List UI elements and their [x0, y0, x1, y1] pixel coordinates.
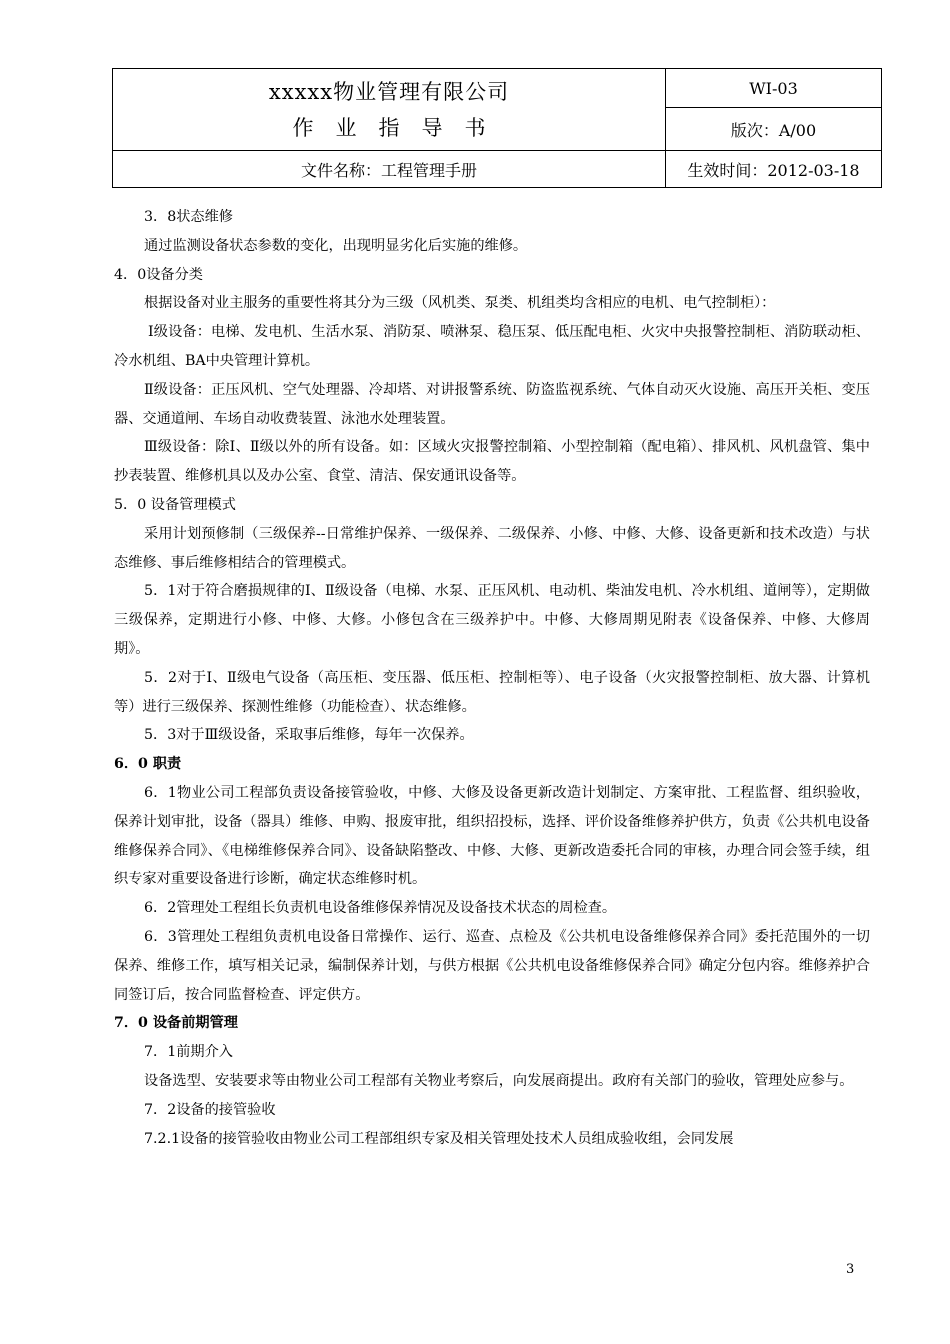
section-heading: 6．0 职责 — [114, 756, 182, 773]
paragraph: 7．2设备的接管验收 — [144, 1101, 276, 1118]
section-heading: 7．0 设备前期管理 — [114, 1015, 238, 1032]
paragraph: 3．8状态维修 — [144, 209, 233, 225]
paragraph: 5．2对于Ⅰ、Ⅱ级电气设备（高压柜、变压器、低压柜、控制柜等）、电子设备（火灾报警控制柜、放大器、计算机等）进行三级保养、探测性维修（功能检查）、状态维修。 — [114, 669, 870, 715]
document-code: WI-03 — [666, 69, 882, 108]
document-version: 版次：A/00 — [666, 108, 882, 151]
company-cell — [113, 69, 666, 151]
document-type: 作业指导书 — [292, 115, 508, 140]
paragraph: Ⅲ级设备：除Ⅰ、Ⅱ级以外的所有设备。如：区域火灾报警控制箱、小型控制箱（配电箱）、排风机、风机盘管、集中抄表装置、维修机具以及办公室、食堂、清洁、保安通讯设备等。 — [114, 439, 870, 485]
paragraph: 设备选型、安装要求等由物业公司工程部有关物业考察后，向发展商提出。政府有关部门的验收，管理处应参与。 — [144, 1072, 854, 1089]
document-body — [114, 203, 870, 1153]
paragraph: Ⅰ级设备：电梯、发电机、生活水泵、消防泵、喷淋泵、稳压泵、低压配电柜、火灾中央报警控制柜、消防联动柜、冷水机组、BA中央管理计算机。 — [114, 324, 870, 369]
paragraph: 6．1物业公司工程部负责设备接管验收，中修、大修及设备更新改造计划制定、方案审批、工程监督、组织验收，保养计划审批，设备（器具）维修、申购、报废审批，组织招投标，选择、评价设备维修养护供方，负责《公共机电设备维修保养合同》、《电梯维修保养合同》、设备缺陷整改、中修、大修、更新改造委托合同的审核，办理合同会签手续，组织专家对重要设备进行诊断，确定状态维修时机。 — [114, 784, 870, 888]
effective-date: 生效时间：2012-03-18 — [666, 151, 882, 188]
paragraph: 根据设备对业主服务的重要性将其分为三级（风机类、泵类、机组类均含相应的电机、电气控制柜）： — [144, 295, 776, 312]
company-name: xxxxx物业管理有限公司 — [268, 79, 510, 104]
paragraph: Ⅱ级设备：正压风机、空气处理器、冷却塔、对讲报警系统、防盗监视系统、气体自动灭火设施、高压开关柜、变压器、交通道闸、车场自动收费装置、泳池水处理装置。 — [114, 381, 870, 427]
paragraph: 7.2.1设备的接管验收由物业公司工程部组织专家及相关管理处技术人员组成验收组，会同发展 — [144, 1130, 734, 1147]
paragraph: 7．1前期介入 — [144, 1044, 233, 1061]
paragraph: 采用计划预修制（三级保养--日常维护保养、一级保养、二级保养、小修、中修、大修、设备更新和技术改造）与状态维修、事后维修相结合的管理模式。 — [114, 525, 870, 571]
paragraph: 4．0设备分类 — [114, 266, 203, 283]
paragraph: 5．1对于符合磨损规律的Ⅰ、Ⅱ级设备（电梯、水泵、正压风机、电动机、柴油发电机、冷水机组、道闸等），定期做三级保养，定期进行小修、中修、大修。小修包含在三级养护中。中修、大修周期见附表《设备保养、中修、大修周期》。 — [114, 583, 870, 657]
document-header-table — [112, 68, 882, 188]
paragraph: 通过监测设备状态参数的变化，出现明显劣化后实施的维修。 — [144, 237, 528, 254]
paragraph: 6．3管理处工程组负责机电设备日常操作、运行、巡查、点检及《公共机电设备维修保养合同》委托范围外的一切保养、维修工作，填写相关记录，编制保养计划，与供方根据《公共机电设备维修保养合同》确定分包内容。维修养护合同签订后，按合同监督检查、评定供方。 — [114, 928, 870, 1003]
paragraph: 5．0 设备管理模式 — [114, 496, 236, 513]
file-name: 文件名称：工程管理手册 — [113, 151, 666, 188]
paragraph: 5．3对于Ⅲ级设备，采取事后维修，每年一次保养。 — [144, 727, 474, 744]
paragraph: 6．2管理处工程组长负责机电设备维修保养情况及设备技术状态的周检查。 — [144, 900, 617, 917]
page-number: 3 — [846, 1262, 855, 1277]
